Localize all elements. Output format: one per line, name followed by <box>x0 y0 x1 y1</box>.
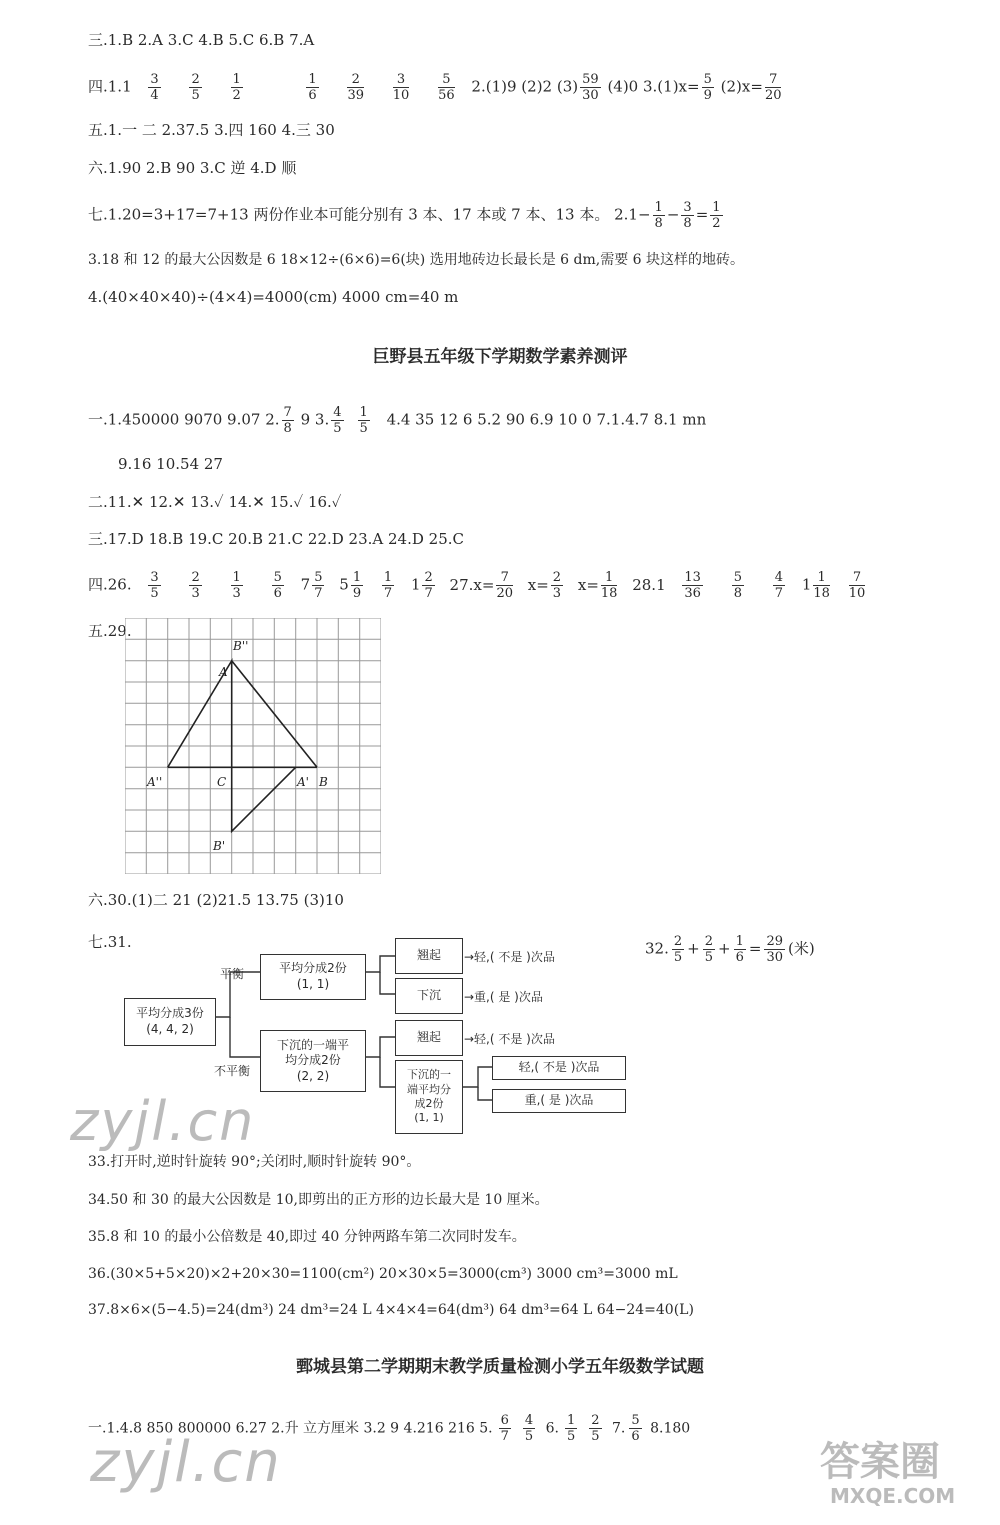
fraction: $\frac{7}{20}$ <box>496 570 513 601</box>
fraction: $\frac{1}{18}$ <box>600 570 618 601</box>
l2-tail1: 2.(1)9 (2)2 (3) <box>471 77 579 96</box>
answer-line-m4: 三.17.D 18.B 19.C 20.B 21.C 22.D 23.A 24.D 25.C <box>88 530 464 548</box>
m5-27: 27.x= <box>449 575 495 594</box>
fraction: $\frac{2}{5}$ <box>591 1413 600 1444</box>
fraction: $\frac{3}{5}$ <box>150 570 159 601</box>
answer-line-4: 六.1.90 2.B 90 3.C 逆 4.D 顺 <box>88 159 297 177</box>
m1-text-c: 4.4 35 12 6 5.2 90 6.9 10 0 7.1.4.7 8.1 mn <box>386 410 707 429</box>
flow-branch-2: 下沉的一端平 均分成2份 (2, 2) <box>260 1030 366 1092</box>
label-A2: A'' <box>147 775 163 789</box>
l2-tail2: (4)0 3.(1)x= <box>607 77 700 96</box>
label-A: A <box>219 665 228 679</box>
question-31-label: 七.31. <box>88 933 132 951</box>
answer-line-37: 37.8×6×(5−4.5)=24(dm³) 24 dm³=24 L 4×4×4=64(dm³) 64 dm³=64 L 64−24=40(L) <box>88 1302 694 1318</box>
mixed-number: 5 $\frac{1}{9}$ <box>339 570 362 601</box>
fraction: $\frac{2}{39}$ <box>347 72 364 103</box>
fraction: $\frac{3}{10}$ <box>392 72 410 103</box>
label-B1: B' <box>213 839 226 853</box>
fraction: $\frac{1}{6}$ <box>308 72 317 103</box>
mixed-number: 7 $\frac{5}{7}$ <box>300 570 323 601</box>
fraction: $\frac{1}{5}$ <box>566 1413 576 1444</box>
watermark-4: MXQE.COM <box>830 1484 956 1508</box>
watermark-1: zyjl.cn <box>70 1090 256 1153</box>
l5-text: 七.1.20=3+17=7+13 两份作业本可能分别有 3 本、17 本或 7 本、13 本。 2.1− <box>88 205 651 224</box>
fraction: $\frac{2}{5}$ <box>191 72 200 103</box>
fraction: $\frac{5}{8}$ <box>733 570 743 601</box>
fraction: $\frac{1}{6}$ <box>735 934 744 965</box>
mixed-number: 1 $\frac{1}{18}$ <box>801 570 830 601</box>
answer-line-33: 33.打开时,逆时针旋转 90°;关闭时,顺时针旋转 90°。 <box>88 1154 421 1170</box>
label-B: B <box>319 775 328 789</box>
result-4: 轻,( 不是 )次品 <box>492 1056 626 1080</box>
fraction: $\frac{2}{5}$ <box>673 934 683 965</box>
answer-line-m2: 9.16 10.54 27 <box>118 455 223 473</box>
m5-x3: x= <box>577 575 599 594</box>
answer-line-2 <box>88 72 783 103</box>
q32-head: 32. <box>645 939 669 958</box>
fraction: $\frac{1}{7}$ <box>383 570 393 601</box>
fraction: $\frac{7}{10}$ <box>848 570 866 601</box>
fraction: $\frac{1}{2}$ <box>712 200 721 231</box>
m5-x2: x= <box>527 575 549 594</box>
unbalance-label: 不平衡 <box>214 1064 251 1078</box>
answer-line-7: 4.(40×40×40)÷(4×4)=4000(cm) 4000 cm=40 m <box>88 288 459 306</box>
fraction: $\frac{4}{5}$ <box>524 1413 534 1444</box>
fraction: $\frac{2}{5}$ <box>704 934 713 965</box>
answer-line-m7: 六.30.(1)二 21 (2)21.5 13.75 (3)10 <box>88 891 344 909</box>
m5-head: 四.26. <box>88 575 132 594</box>
result-2: →重,( 是 )次品 <box>464 990 543 1004</box>
n1-text-d: 8.180 <box>650 1420 691 1437</box>
n1-text-b: 6. <box>545 1420 559 1437</box>
answer-line-5: 七.1.20=3+17=7+13 两份作业本可能分别有 3 本、17 本或 7 本、13 本。 2.1− $\frac{1}{8}$ − $\frac{3}{8}$ = $\frac{1}{2}$ <box>88 200 721 231</box>
fraction: $\frac{3}{8}$ <box>683 200 692 231</box>
flow-down-1: 下沉 <box>395 978 463 1014</box>
label-B2: B'' <box>233 639 249 653</box>
fraction: $\frac{1}{8}$ <box>654 200 663 231</box>
flow-branch-3: 下沉的一 端平均分 成2份 (1, 1) <box>395 1060 463 1134</box>
answer-line-m3: 二.11.✕ 12.✕ 13.✓ 14.✕ 15.✓ 16.✓ <box>88 493 342 511</box>
l2-tail3: (2)x= <box>720 77 763 96</box>
n1-text: 一.1.4.8 850 800000 6.27 2.升 立方厘米 3.2 9 4.216 216 5. <box>88 1420 493 1437</box>
answer-line-6: 3.18 和 12 的最大公因数是 6 18×12÷(6×6)=6(块) 选用地砖边长最长是 6 dm,需要 6 块这样的地砖。 <box>88 252 745 268</box>
fraction: $\frac{2}{3}$ <box>191 570 200 601</box>
section-title-1: 巨野县五年级下学期数学素养测评 <box>372 347 628 367</box>
fraction: $\frac{5}{6}$ <box>273 570 282 601</box>
l2-head: 四.1.1 <box>88 77 132 96</box>
label-C: C <box>217 775 227 789</box>
mixed-number: 1 $\frac{2}{7}$ <box>410 570 433 601</box>
flow-root: 平均分成3份 (4, 4, 2) <box>124 998 216 1046</box>
balance-label: 平衡 <box>220 967 245 981</box>
question-29-label: 五.29. <box>88 622 132 640</box>
m1-text-b: 9 3. <box>300 410 330 429</box>
n1-text-c: 7. <box>612 1420 626 1437</box>
fraction: $\frac{2}{3}$ <box>552 570 562 601</box>
answer-line-1: 三.1.B 2.A 3.C 4.B 5.C 6.B 7.A <box>88 31 315 49</box>
fraction: $\frac{1}{2}$ <box>232 72 241 103</box>
fraction: $\frac{5}{6}$ <box>631 1413 640 1444</box>
result-3: →轻,( 不是 )次品 <box>464 1032 555 1046</box>
result-1: →轻,( 不是 )次品 <box>464 950 555 964</box>
q32-unit: (米) <box>787 939 815 958</box>
watermark-2: zyjl.cn <box>90 1430 282 1495</box>
label-A1: A' <box>297 775 309 789</box>
section-title-2: 鄄城县第二学期期末教学质量检测小学五年级数学试题 <box>296 1357 704 1377</box>
fraction: $\frac{7}{8}$ <box>283 405 292 436</box>
flow-branch-1: 平均分成2份 (1, 1) <box>260 954 366 1000</box>
fraction: $\frac{13}{36}$ <box>684 570 701 601</box>
fraction: $\frac{5}{9}$ <box>703 72 712 103</box>
grid-figure <box>125 618 381 874</box>
m1-text: 一.1.450000 9070 9.07 2. <box>88 410 280 429</box>
m5-28: 28.1 <box>632 575 666 594</box>
fraction: $\frac{59}{30}$ <box>582 72 599 103</box>
answer-line-36: 36.(30×5+5×20)×2+20×30=1100(cm²) 20×30×5=3000(cm³) 3000 cm³=3000 mL <box>88 1266 678 1282</box>
result-5: 重,( 是 )次品 <box>492 1089 626 1113</box>
fraction: $\frac{1}{3}$ <box>232 570 241 601</box>
answer-line-32: 32. $\frac{2}{5}$ + $\frac{2}{5}$ + $\frac{1}{6}$ = $\frac{29}{30}$ (米) <box>645 934 815 965</box>
answer-line-m5 <box>88 570 877 601</box>
answer-line-34: 34.50 和 30 的最大公因数是 10,即剪出的正方形的边长最大是 10 厘米。 <box>88 1192 549 1208</box>
flow-up-2: 翘起 <box>395 1020 463 1056</box>
fraction: $\frac{1}{5}$ <box>359 405 368 436</box>
watermark-3: 答案圈 <box>820 1439 940 1485</box>
answer-line-35: 35.8 和 10 的最小公倍数是 40,即过 40 分钟两路车第二次同时发车。 <box>88 1229 526 1245</box>
fraction: $\frac{29}{30}$ <box>766 934 783 965</box>
fraction: $\frac{4}{5}$ <box>333 405 342 436</box>
fraction: $\frac{5}{56}$ <box>438 72 455 103</box>
answer-line-3: 五.1.一 二 2.37.5 3.四 160 4.三 30 <box>88 121 335 139</box>
fraction: $\frac{6}{7}$ <box>500 1413 509 1444</box>
flow-up-1: 翘起 <box>395 938 463 974</box>
fraction: $\frac{4}{7}$ <box>774 570 784 601</box>
answer-line-m1 <box>88 405 706 436</box>
fraction: $\frac{3}{4}$ <box>150 72 159 103</box>
fraction: $\frac{7}{20}$ <box>764 72 782 103</box>
